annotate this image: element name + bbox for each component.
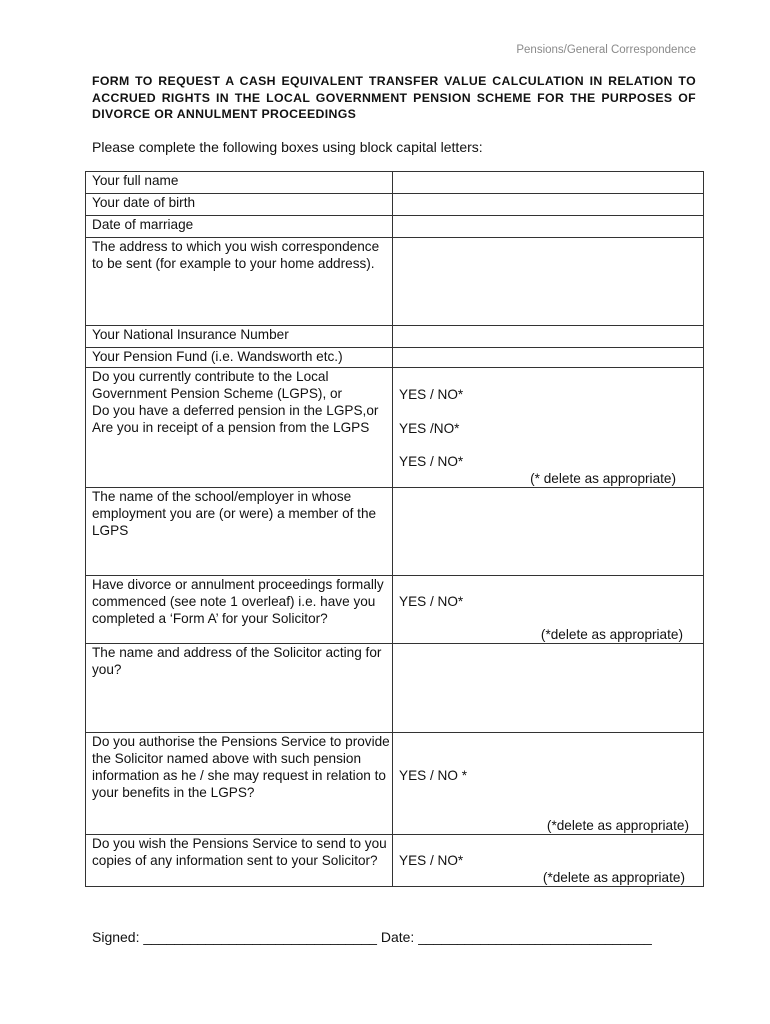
question-contribute: Do you currently contribute to the Local Government Pension Scheme (LGPS), or [92,369,343,401]
label-pension-fund: Your Pension Fund (i.e. Wandsworth etc.) [86,348,393,368]
field-solicitor[interactable] [393,644,704,733]
label-divorce: Have divorce or annulment proceedings formally commenced (see note 1 overleaf) i.e. have you completed a ‘Form A’ for your Solicitor? [86,576,393,644]
field-authorise [393,733,704,835]
yes-no-divorce[interactable]: YES / NO* [399,594,464,609]
yes-no-deferred[interactable]: YES /NO* [399,421,460,436]
yes-no-contribute[interactable]: YES / NO* [399,387,464,402]
document-reference: Pensions/General Correspondence [516,44,696,56]
label-full-name: Your full name [86,172,393,194]
row-full-name [86,172,704,194]
row-authorise [86,733,704,835]
yes-no-copies[interactable]: YES / NO* [399,853,464,868]
field-lgps-status [393,368,704,488]
delete-note: (*delete as appropriate) [546,818,689,833]
question-receipt: Are you in receipt of a pension from the LGPS [92,420,370,435]
request-form-table [85,171,704,887]
field-ni-number[interactable] [393,326,704,348]
field-address[interactable] [393,238,704,326]
row-divorce [86,576,704,644]
label-ni-number: Your National Insurance Number [86,326,393,348]
row-address [86,238,704,326]
field-date-of-marriage[interactable] [393,216,704,238]
row-solicitor [86,644,704,733]
field-copies [393,835,704,887]
delete-note: (*delete as appropriate) [542,870,685,885]
form-title: FORM TO REQUEST A CASH EQUIVALENT TRANSFER VALUE CALCULATION IN RELATION TO ACCRUED RIGHTS IN THE LOCAL GOVERNMENT PENSION SCHEME FOR THE PURPOSES OF DIVORCE OR ANNULMENT PROCEEDINGS [92,74,696,121]
yes-no-receipt[interactable]: YES / NO* [399,454,464,469]
form-instruction: Please complete the following boxes using block capital letters: [92,139,483,155]
yes-no-authorise[interactable]: YES / NO * [399,768,467,783]
row-lgps-status [86,368,704,488]
label-authorise: Do you authorise the Pensions Service to provide the Solicitor named above with such pension information as he / she may request in relation to your benefits in the LGPS? [86,733,393,835]
field-full-name[interactable] [393,172,704,194]
label-address: The address to which you wish correspondence to be sent (for example to your home address). [86,238,393,326]
delete-note: (* delete as appropriate) [530,471,676,486]
delete-note: (*delete as appropriate) [540,627,683,642]
row-pension-fund [86,348,704,368]
label-date-of-birth: Your date of birth [86,194,393,216]
signature-date-line[interactable]: Signed: ______________________________ Date: ______________________________ [92,929,652,945]
label-employer: The name of the school/employer in whose employment you are (or were) a member of the LGPS [86,488,393,576]
question-deferred: Do you have a deferred pension in the LGPS,or [92,403,379,418]
label-copies: Do you wish the Pensions Service to send to you copies of any information sent to your Solicitor? [86,835,393,887]
field-employer[interactable] [393,488,704,576]
field-pension-fund[interactable] [393,348,704,368]
row-copies [86,835,704,887]
label-date-of-marriage: Date of marriage [86,216,393,238]
row-ni-number [86,326,704,348]
field-date-of-birth[interactable] [393,194,704,216]
label-lgps-status [86,368,393,488]
row-employer [86,488,704,576]
field-divorce [393,576,704,644]
row-date-of-birth [86,194,704,216]
label-solicitor: The name and address of the Solicitor acting for you? [86,644,393,733]
row-date-of-marriage [86,216,704,238]
